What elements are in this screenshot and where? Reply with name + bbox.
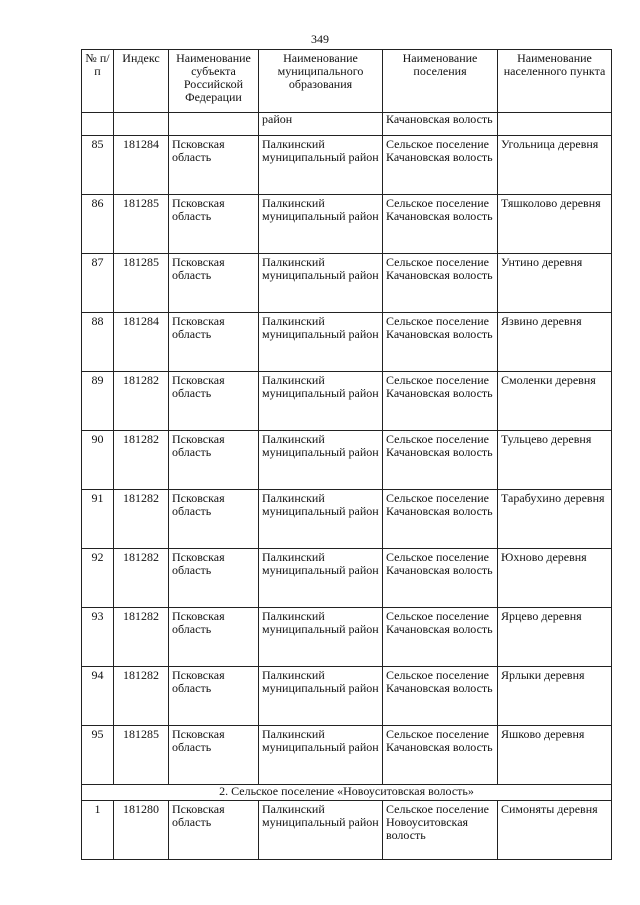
table-row [82, 372, 612, 431]
table-row [82, 608, 612, 667]
cell-number: 86 [82, 195, 114, 254]
locality-registry-table [81, 49, 612, 860]
cell-number: 88 [82, 313, 114, 372]
cell-index: 181285 [114, 254, 169, 313]
table-row [82, 726, 612, 785]
header-index: Индекс [114, 50, 169, 113]
cell-locality: Угольница деревня [498, 136, 612, 195]
cell-municipality: Палкинский муниципальный район [259, 254, 383, 313]
table-row [82, 195, 612, 254]
cell-locality: Симоняты деревня [498, 801, 612, 860]
cell-settlement: Сельское поселение Качановская волость [383, 313, 498, 372]
cell-locality: Язвино деревня [498, 313, 612, 372]
cell-municipality: Палкинский муниципальный район [259, 313, 383, 372]
table-row [82, 667, 612, 726]
cell-locality: Тульцево деревня [498, 431, 612, 490]
cell-locality [498, 113, 612, 136]
cell-number: 94 [82, 667, 114, 726]
cell-municipality: район [259, 113, 383, 136]
cell-municipality: Палкинский муниципальный район [259, 195, 383, 254]
cell-settlement: Сельское поселение Качановская волость [383, 549, 498, 608]
cell-region: Псковская область [169, 195, 259, 254]
cell-municipality: Палкинский муниципальный район [259, 431, 383, 490]
cell-number: 85 [82, 136, 114, 195]
table-row [82, 431, 612, 490]
cell-settlement: Сельское поселение Качановская волость [383, 431, 498, 490]
cell-region: Псковская область [169, 313, 259, 372]
page-number: 349 [311, 32, 329, 46]
cell-locality: Смоленки деревня [498, 372, 612, 431]
cell-index: 181280 [114, 801, 169, 860]
header-row [82, 50, 612, 113]
cell-municipality: Палкинский муниципальный район [259, 549, 383, 608]
cell-index: 181284 [114, 136, 169, 195]
cell-number: 89 [82, 372, 114, 431]
cell-number: 87 [82, 254, 114, 313]
cell-index: 181282 [114, 608, 169, 667]
cell-settlement: Сельское поселение Качановская волость [383, 254, 498, 313]
section-title: 2. Сельское поселение «Новоуситовская волость» [82, 785, 612, 801]
cell-index [114, 113, 169, 136]
cell-settlement: Сельское поселение Качановская волость [383, 372, 498, 431]
cell-locality: Тяшколово деревня [498, 195, 612, 254]
cell-region: Псковская область [169, 372, 259, 431]
cell-locality: Тарабухино деревня [498, 490, 612, 549]
header-region: Наименование субъекта Российской Федерации [169, 50, 259, 113]
cell-locality: Ярлыки деревня [498, 667, 612, 726]
section-heading-row [82, 785, 612, 801]
cell-settlement: Сельское поселение Качановская волость [383, 667, 498, 726]
header-settlement: Наименование поселения [383, 50, 498, 113]
cell-index: 181284 [114, 313, 169, 372]
cell-municipality: Палкинский муниципальный район [259, 667, 383, 726]
table-row [82, 490, 612, 549]
cell-municipality: Палкинский муниципальный район [259, 372, 383, 431]
cell-region: Псковская область [169, 136, 259, 195]
table-row [82, 801, 612, 860]
cell-municipality: Палкинский муниципальный район [259, 801, 383, 860]
cell-number [82, 113, 114, 136]
cell-settlement: Сельское поселение Качановская волость [383, 608, 498, 667]
cell-region: Псковская область [169, 431, 259, 490]
cell-region: Псковская область [169, 667, 259, 726]
continuation-row [82, 113, 612, 136]
cell-region: Псковская область [169, 726, 259, 785]
cell-index: 181282 [114, 490, 169, 549]
cell-region: Псковская область [169, 608, 259, 667]
cell-region: Псковская область [169, 254, 259, 313]
cell-index: 181285 [114, 195, 169, 254]
table-row [82, 549, 612, 608]
cell-index: 181282 [114, 372, 169, 431]
cell-region: Псковская область [169, 490, 259, 549]
cell-settlement: Сельское поселение Качановская волость [383, 136, 498, 195]
header-number: № п/п [82, 50, 114, 113]
table-row [82, 254, 612, 313]
table-row [82, 313, 612, 372]
cell-index: 181282 [114, 431, 169, 490]
cell-locality: Яшково деревня [498, 726, 612, 785]
cell-region [169, 113, 259, 136]
cell-municipality: Палкинский муниципальный район [259, 490, 383, 549]
cell-settlement: Сельское поселение Качановская волость [383, 195, 498, 254]
cell-index: 181282 [114, 667, 169, 726]
cell-locality: Ярцево деревня [498, 608, 612, 667]
cell-locality: Унтино деревня [498, 254, 612, 313]
cell-region: Псковская область [169, 549, 259, 608]
header-locality: Наименование населенного пункта [498, 50, 612, 113]
table-row [82, 136, 612, 195]
cell-settlement: Сельское поселение Качановская волость [383, 726, 498, 785]
header-municipality: Наименование муниципального образования [259, 50, 383, 113]
cell-number: 95 [82, 726, 114, 785]
cell-number: 91 [82, 490, 114, 549]
cell-index: 181285 [114, 726, 169, 785]
cell-number: 90 [82, 431, 114, 490]
cell-municipality: Палкинский муниципальный район [259, 608, 383, 667]
cell-region: Псковская область [169, 801, 259, 860]
cell-municipality: Палкинский муниципальный район [259, 726, 383, 785]
cell-locality: Юхново деревня [498, 549, 612, 608]
cell-settlement: Качановская волость [383, 113, 498, 136]
cell-municipality: Палкинский муниципальный район [259, 136, 383, 195]
cell-index: 181282 [114, 549, 169, 608]
cell-settlement: Сельское поселение Качановская волость [383, 490, 498, 549]
cell-number: 92 [82, 549, 114, 608]
cell-number: 1 [82, 801, 114, 860]
cell-settlement: Сельское поселение Новоуситовская волость [383, 801, 498, 860]
cell-number: 93 [82, 608, 114, 667]
